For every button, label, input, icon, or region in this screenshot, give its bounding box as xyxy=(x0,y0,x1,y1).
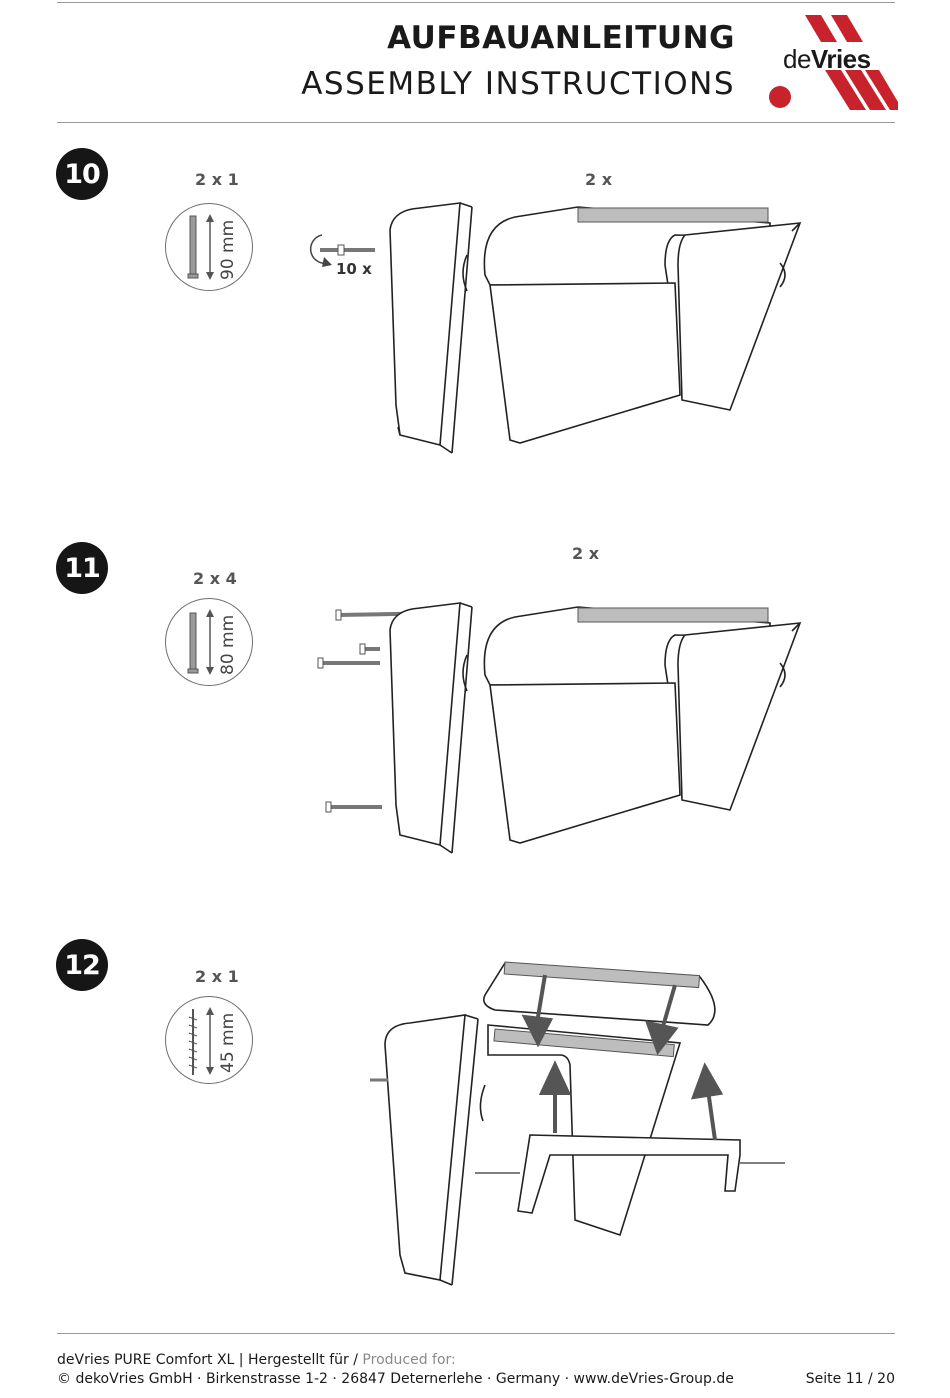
assembly-quantity: 2 x xyxy=(585,170,613,189)
screw-part-circle xyxy=(165,996,253,1084)
step-number-badge: 10 xyxy=(56,148,108,200)
step-number-badge: 11 xyxy=(56,542,108,594)
part-length: 45 mm xyxy=(218,1012,238,1073)
bolt-graphic xyxy=(311,235,375,267)
left-side-panel xyxy=(390,203,472,453)
bolt-icon xyxy=(166,599,254,687)
assembly-quantity: 2 x xyxy=(572,544,600,563)
screw-icon xyxy=(166,997,254,1085)
logo-stripe-1 xyxy=(805,15,837,42)
top-rule xyxy=(57,2,895,3)
part-quantity: 2 x 1 xyxy=(195,170,239,189)
part-quantity: 2 x 1 xyxy=(195,967,239,986)
logo-prefix: de xyxy=(783,44,811,74)
part-length: 90 mm xyxy=(218,219,238,280)
logo-dot xyxy=(769,86,791,108)
left-side-panel xyxy=(385,1015,485,1285)
part-quantity: 2 x 4 xyxy=(193,569,237,588)
screw-callout: 10 x xyxy=(336,260,372,278)
title-english: ASSEMBLY INSTRUCTIONS xyxy=(301,66,735,102)
step-12-illustration xyxy=(360,955,800,1290)
top-lid xyxy=(484,962,715,1025)
bolt-part-circle xyxy=(165,203,253,291)
footer-product xyxy=(57,1352,456,1368)
bolt-part-circle xyxy=(165,598,253,686)
logo-stripe-2 xyxy=(831,15,863,42)
logo-wordmark xyxy=(783,44,871,75)
step-number-badge: 12 xyxy=(56,939,108,991)
right-side-panel xyxy=(678,223,800,410)
back-frame xyxy=(488,1025,680,1235)
footer-address: © dekoVries GmbH · Birkenstrasse 1-2 · 26847 Deternerlehe · Germany · www.deVries-Group.de xyxy=(57,1371,734,1387)
left-side-panel xyxy=(390,603,472,853)
bolt-icon xyxy=(166,204,254,292)
part-length: 80 mm xyxy=(218,614,238,675)
logo-brand: Vries xyxy=(810,44,871,74)
step-11-illustration xyxy=(300,595,820,865)
right-side-panel xyxy=(678,623,800,810)
header-rule xyxy=(57,122,895,123)
step-10-illustration xyxy=(300,195,820,465)
footer-rule xyxy=(57,1333,895,1334)
page-number: Seite 11 / 20 xyxy=(805,1371,895,1387)
footer-product-name: deVries PURE Comfort XL | Hergestellt für / xyxy=(57,1352,358,1368)
footer-produced-for: Produced for: xyxy=(362,1352,456,1368)
title-german: AUFBAUANLEITUNG xyxy=(387,20,735,56)
